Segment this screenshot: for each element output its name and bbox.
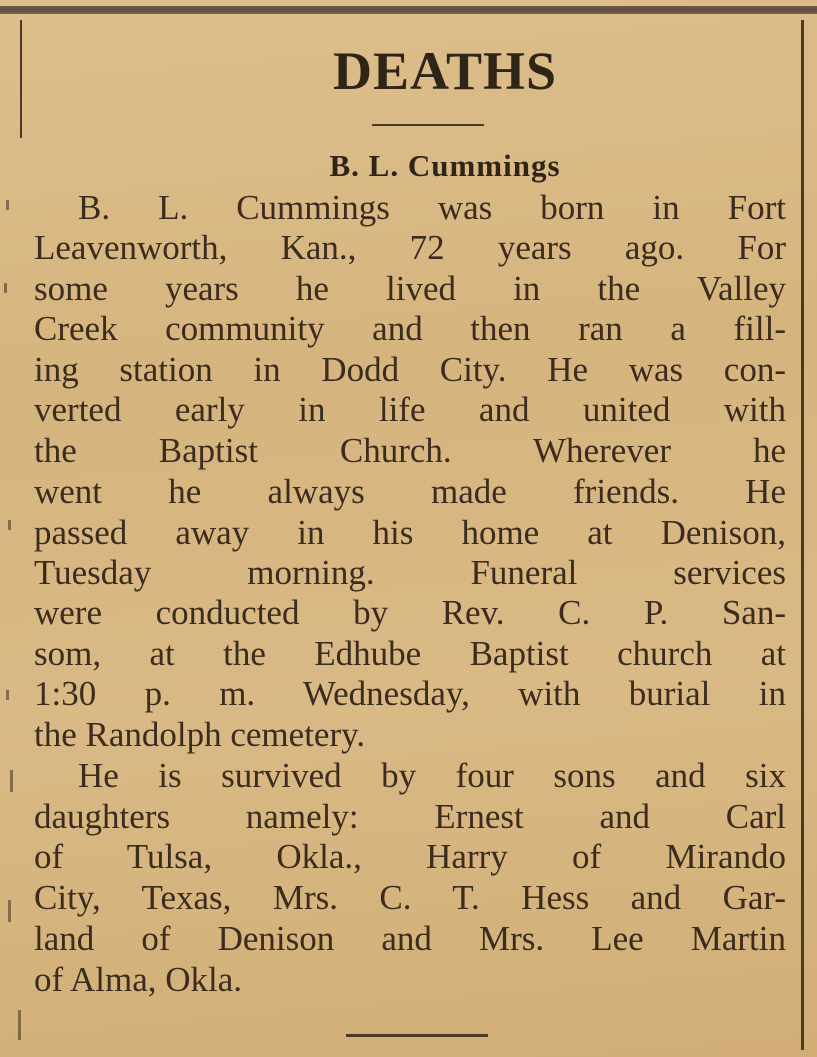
text-line: City, Texas, Mrs. C. T. Hess and Gar- xyxy=(34,878,786,917)
obituary-name: B. L. Cummings xyxy=(329,148,561,183)
text-line: of Alma, Okla. xyxy=(34,960,243,999)
edge-speck xyxy=(6,690,9,700)
top-border-rule xyxy=(0,6,817,14)
section-title: DEATHS xyxy=(332,41,558,101)
text-line: verted early in life and united with xyxy=(34,390,786,429)
edge-speck xyxy=(4,283,7,293)
headline-divider xyxy=(372,124,484,126)
text-line: ing station in Dodd City. He was con- xyxy=(34,350,786,389)
text-line: land of Denison and Mrs. Lee Martin xyxy=(34,919,786,958)
text-line: 1:30 p. m. Wednesday, with burial in xyxy=(34,674,786,713)
text-line: some years he lived in the Valley xyxy=(34,269,786,308)
edge-speck xyxy=(8,900,11,922)
text-line: Tuesday morning. Funeral services xyxy=(34,553,786,592)
text-line: daughters namely: Ernest and Carl xyxy=(34,797,786,836)
edge-speck xyxy=(6,200,9,210)
text-line: were conducted by Rev. C. P. San- xyxy=(34,593,786,632)
left-column-rule xyxy=(20,20,22,138)
text-line: passed away in his home at Denison, xyxy=(34,513,786,552)
text-line: the Baptist Church. Wherever he xyxy=(34,431,786,470)
text-line: som, at the Edhube Baptist church at xyxy=(34,634,786,673)
text-line: He is survived by four sons and six xyxy=(78,756,786,795)
edge-speck xyxy=(18,1010,21,1040)
text-line: B. L. Cummings was born in Fort xyxy=(78,188,786,227)
text-line: went he always made friends. He xyxy=(34,472,786,511)
text-line: the Randolph cemetery. xyxy=(34,715,366,754)
end-divider xyxy=(346,1034,488,1037)
text-line: Leavenworth, Kan., 72 years ago. For xyxy=(34,228,786,267)
text-line: of Tulsa, Okla., Harry of Mirando xyxy=(34,837,786,876)
edge-speck xyxy=(8,520,11,530)
edge-speck xyxy=(10,770,13,792)
text-line: Creek community and then ran a fill- xyxy=(34,309,786,348)
